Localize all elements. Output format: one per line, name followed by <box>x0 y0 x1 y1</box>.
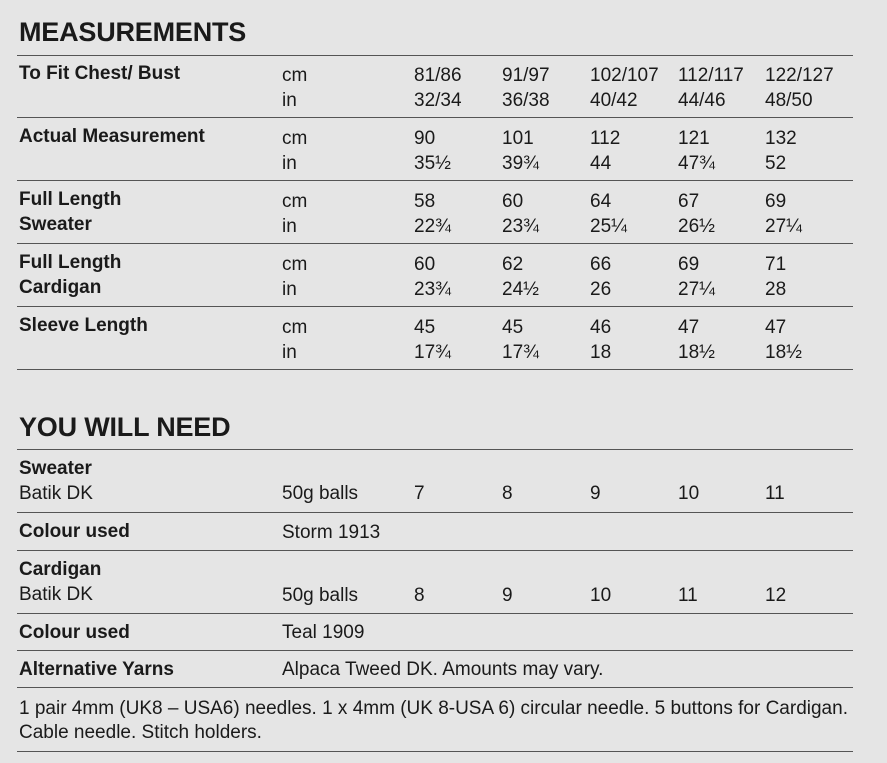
divider <box>17 687 853 688</box>
value-cm: 102/107 <box>590 65 659 86</box>
divider <box>17 650 853 651</box>
divider <box>17 117 853 118</box>
yarn-unit: 50g balls <box>282 483 359 504</box>
unit-in: in <box>282 90 297 111</box>
value-cm: 101 <box>502 128 534 149</box>
unit-in: in <box>282 216 297 237</box>
colour-label: Colour used <box>19 622 130 643</box>
unit-cm: cm <box>282 191 308 212</box>
row-label: Sleeve Length <box>19 315 148 336</box>
ball-count: 11 <box>678 585 698 606</box>
value-in: 22¾ <box>414 216 451 237</box>
value-cm: 90 <box>414 128 436 149</box>
divider <box>17 512 853 513</box>
divider <box>17 306 853 307</box>
value-in: 44 <box>590 153 612 174</box>
cardigan-heading: Cardigan <box>19 559 102 580</box>
value-cm: 121 <box>678 128 710 149</box>
value-in: 25¼ <box>590 216 627 237</box>
ball-count: 11 <box>765 483 785 504</box>
value-in: 39¾ <box>502 153 539 174</box>
alternative-value: Alpaca Tweed DK. Amounts may vary. <box>282 659 604 680</box>
row-label: Full Length <box>19 252 122 273</box>
value-in: 36/38 <box>502 90 550 111</box>
value-cm: 67 <box>678 191 700 212</box>
notions-note: 1 pair 4mm (UK8 – USA6) needles. 1 x 4mm (UK 8-USA 6) circular needle. 5 buttons for Cardigan. Cable needle. Stitch holders. <box>19 698 848 743</box>
value-in: 47¾ <box>678 153 715 174</box>
divider <box>17 751 853 752</box>
value-cm: 46 <box>590 317 612 338</box>
value-cm: 64 <box>590 191 612 212</box>
value-in: 26 <box>590 279 612 300</box>
value-in: 27¼ <box>678 279 715 300</box>
value-in: 48/50 <box>765 90 813 111</box>
divider <box>17 180 853 181</box>
value-in: 32/34 <box>414 90 462 111</box>
value-cm: 112 <box>590 128 621 149</box>
row-label-sub: Sweater <box>19 214 92 235</box>
ball-count: 9 <box>502 585 513 606</box>
yarn-name: Batik DK <box>19 584 93 605</box>
value-cm: 91/97 <box>502 65 550 86</box>
value-cm: 60 <box>502 191 524 212</box>
unit-in: in <box>282 153 297 174</box>
row-label: To Fit Chest/ Bust <box>19 63 181 84</box>
value-in: 40/42 <box>590 90 638 111</box>
value-cm: 132 <box>765 128 797 149</box>
value-cm: 66 <box>590 254 612 275</box>
row-label: Full Length <box>19 189 122 210</box>
value-in: 44/46 <box>678 90 726 111</box>
value-in: 26½ <box>678 216 715 237</box>
row-label: Actual Measurement <box>19 126 205 147</box>
value-in: 18½ <box>678 342 715 363</box>
colour-value: Teal 1909 <box>282 622 365 643</box>
value-cm: 45 <box>414 317 436 338</box>
value-in: 17¾ <box>414 342 451 363</box>
value-in: 35½ <box>414 153 451 174</box>
ball-count: 7 <box>414 483 425 504</box>
alternative-label: Alternative Yarns <box>19 659 174 680</box>
value-in: 18 <box>590 342 612 363</box>
yarn-name: Batik DK <box>19 483 93 504</box>
value-cm: 81/86 <box>414 65 462 86</box>
unit-in: in <box>282 279 297 300</box>
value-in: 23¾ <box>502 216 539 237</box>
ball-count: 10 <box>678 483 700 504</box>
you-will-need-title: YOU WILL NEED <box>19 412 231 442</box>
divider <box>17 449 853 450</box>
measurements-title: MEASUREMENTS <box>19 17 247 47</box>
row-label-sub: Cardigan <box>19 277 102 298</box>
colour-value: Storm 1913 <box>282 522 381 543</box>
unit-cm: cm <box>282 317 308 338</box>
sweater-heading: Sweater <box>19 458 92 479</box>
value-cm: 69 <box>678 254 700 275</box>
value-in: 24½ <box>502 279 539 300</box>
value-in: 23¾ <box>414 279 451 300</box>
ball-count: 8 <box>414 585 425 606</box>
value-in: 17¾ <box>502 342 539 363</box>
divider <box>17 369 853 370</box>
ball-count: 8 <box>502 483 513 504</box>
ball-count: 12 <box>765 585 787 606</box>
unit-cm: cm <box>282 254 308 275</box>
divider <box>17 243 853 244</box>
divider <box>17 613 853 614</box>
unit-cm: cm <box>282 128 308 149</box>
value-in: 27¼ <box>765 216 802 237</box>
value-cm: 58 <box>414 191 436 212</box>
yarn-unit: 50g balls <box>282 585 359 606</box>
value-cm: 45 <box>502 317 524 338</box>
value-cm: 71 <box>765 254 787 275</box>
value-cm: 62 <box>502 254 524 275</box>
value-in: 28 <box>765 279 787 300</box>
unit-cm: cm <box>282 65 308 86</box>
value-cm: 122/127 <box>765 65 834 86</box>
divider <box>17 550 853 551</box>
value-cm: 47 <box>678 317 700 338</box>
value-cm: 60 <box>414 254 436 275</box>
colour-label: Colour used <box>19 521 130 542</box>
value-in: 18½ <box>765 342 802 363</box>
value-in: 52 <box>765 153 787 174</box>
ball-count: 10 <box>590 585 612 606</box>
unit-in: in <box>282 342 297 363</box>
value-cm: 47 <box>765 317 787 338</box>
divider <box>17 55 853 56</box>
value-cm: 112/117 <box>678 65 744 86</box>
value-cm: 69 <box>765 191 787 212</box>
ball-count: 9 <box>590 483 601 504</box>
